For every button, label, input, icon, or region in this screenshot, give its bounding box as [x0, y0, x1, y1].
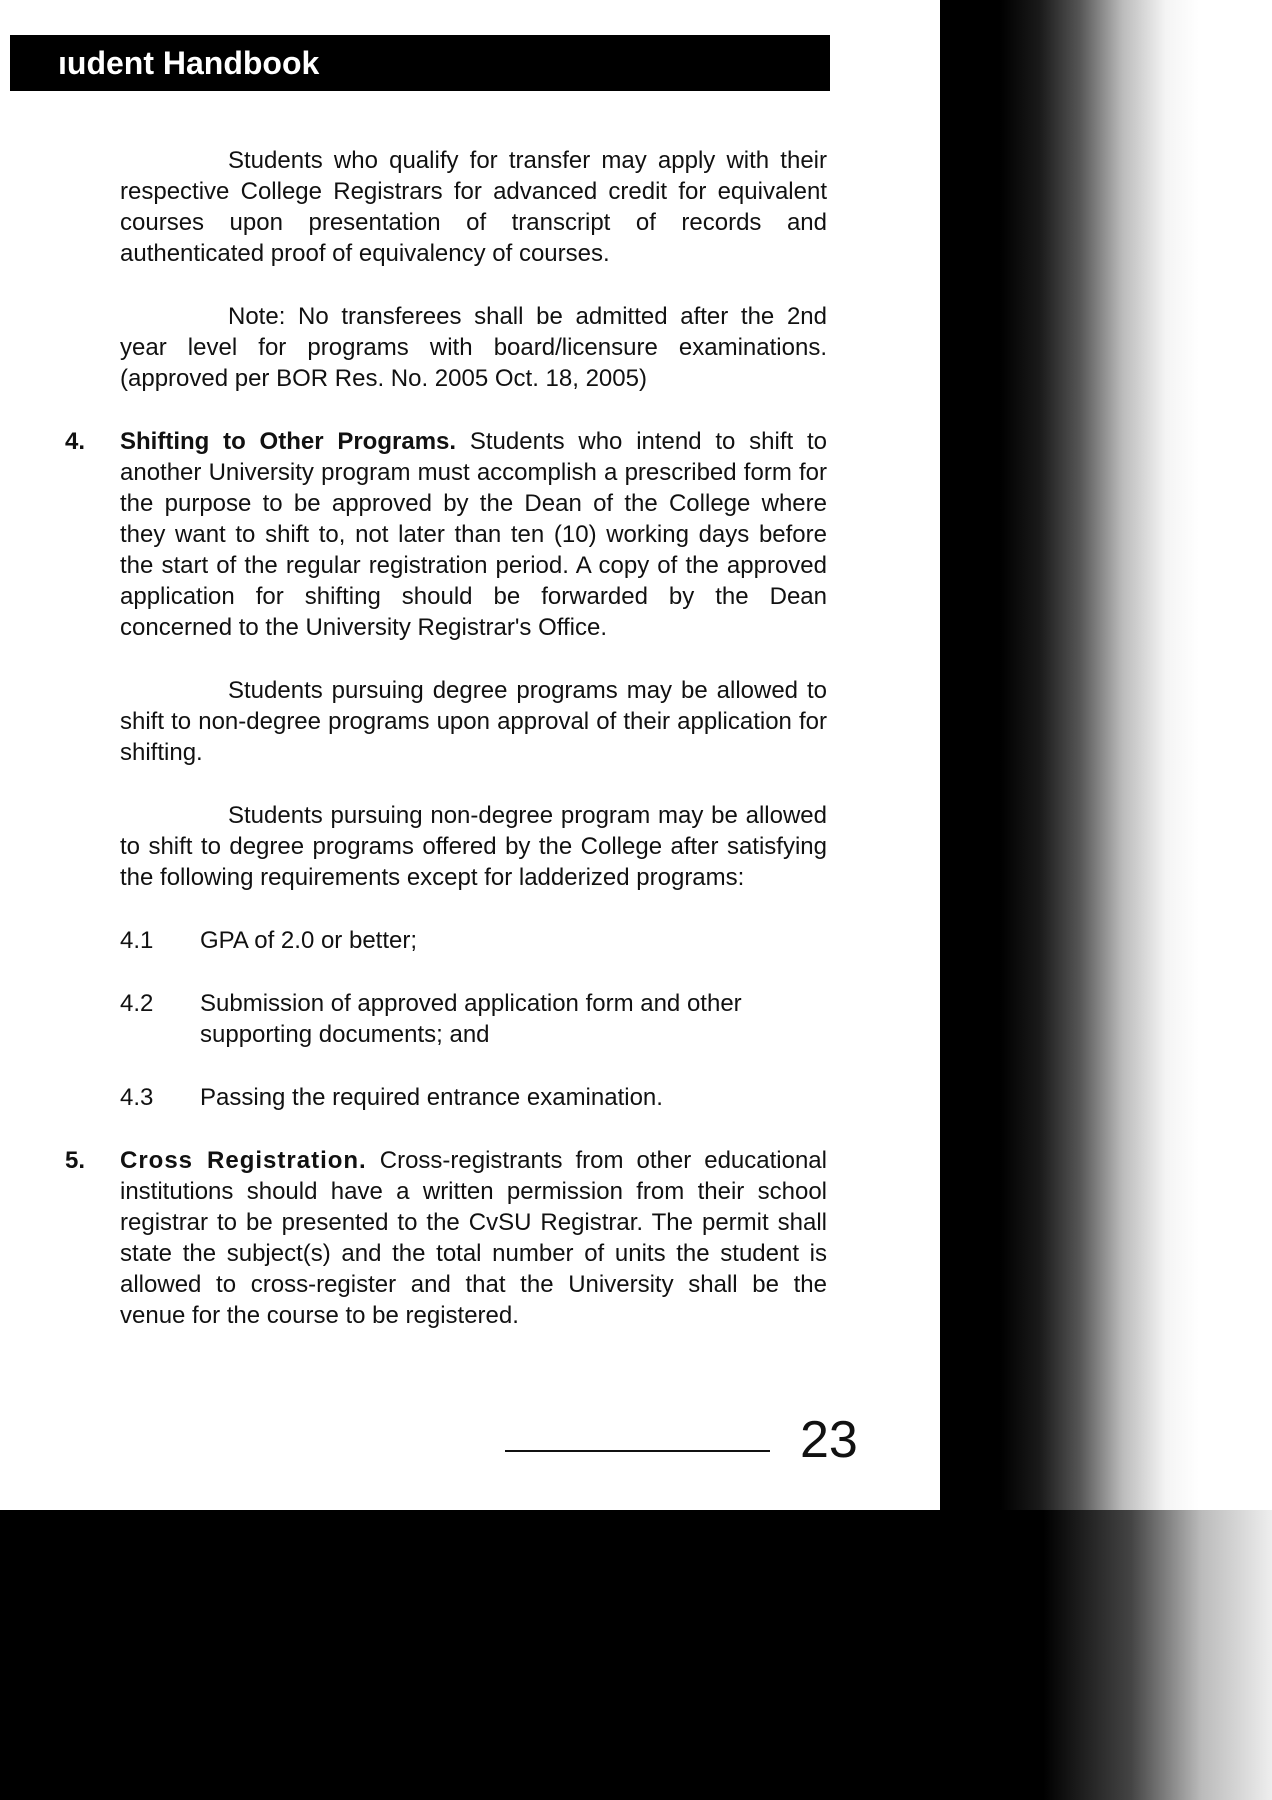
requirement-item: [120, 1082, 827, 1113]
transferee-note: Note: No transferees shall be admitted after the 2nd year level for programs with board/licensure examinations. (approved per BOR Res. No. 2005 Oct. 18, 2005): [120, 303, 827, 392]
section-4-heading: Shifting to Other Programs.: [120, 428, 457, 455]
requirement-number: 4.1: [120, 927, 154, 954]
nondegree-to-degree-paragraph: Students pursuing non-degree program may be allowed to shift to degree programs offered by the College after satisfying the following requirements except for ladderized programs:: [120, 802, 827, 891]
requirement-text: Submission of approved application form and other supporting documents; and: [200, 990, 742, 1048]
requirement-text: GPA of 2.0 or better;: [200, 927, 418, 954]
transfer-credit-paragraph: Students who qualify for transfer may apply with their respective College Registrars for advanced credit for equivalent courses upon presentation of transcript of records and authenticated proof of equivalency of courses.: [120, 147, 827, 267]
requirement-number: 4.2: [120, 990, 154, 1017]
requirement-number: 4.3: [120, 1084, 154, 1111]
section-4-body: Students who intend to shift to another University program must accomplish a prescribed form for the purpose to be approved by the Dean of the College where they want to shift to, not later than ten (10) working days before the start of the regular registration period. A copy of the approved application for shifting should be forwarded by the Dean concerned to the University Registrar's Office.: [120, 428, 827, 641]
scan-shadow-corner: [920, 1510, 1272, 1800]
section-5: [65, 1145, 827, 1331]
section-5-number: 5.: [65, 1147, 86, 1174]
requirement-item: [120, 988, 827, 1050]
section-4-number: 4.: [65, 428, 86, 455]
page-content: [65, 145, 827, 1363]
requirement-text: Passing the required entrance examination.: [200, 1084, 663, 1111]
degree-to-nondegree-paragraph: Students pursuing degree programs may be allowed to shift to non-degree programs upon approval of their application for shifting.: [120, 677, 827, 766]
section-5-heading: Cross Registration.: [120, 1147, 367, 1174]
requirement-item: [120, 925, 827, 956]
section-4: [65, 426, 827, 643]
footer-rule: [505, 1450, 770, 1452]
page-header: ıudent Handbook: [10, 35, 830, 91]
page-footer: [505, 1410, 870, 1470]
page-number: 23: [800, 1411, 858, 1469]
section-5-body: Cross-registrants from other educational institutions should have a written permission from their school registrar to be presented to the CvSU Registrar. The permit shall state the subject(s) and the total number of units the student is allowed to cross-register and that the University shall be the venue for the course to be registered.: [120, 1147, 827, 1329]
